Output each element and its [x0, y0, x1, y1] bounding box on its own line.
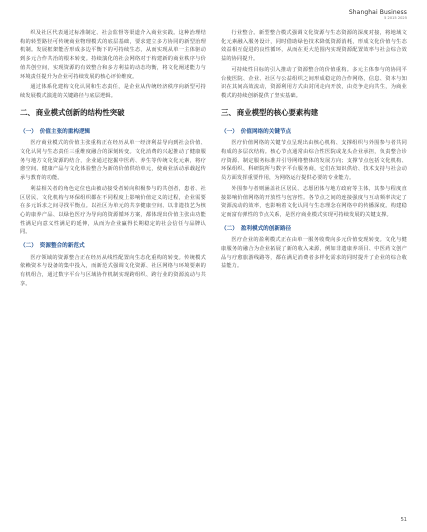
subsection-title: 价值主张的重构逻辑 [39, 128, 91, 135]
subsection-title: 盈利模式的创新路径 [240, 225, 292, 232]
paragraph: 织及社区代表通过标准制定、社会监督等渠道介入商业实践。这种治理结构的转型路径可传统商业物理模式的底层基础，要求建立多方协同的新型治理机制。发展框架能否形成多边平衡下的可持续生态，从而实现从单一主体驱动到多元合作共治的根本转变。持续演化的社会网络对于构建新的商业秩序与价值共创空间，实现资源的有效整合和多方利益的动态均衡，将文化阐述能力与环境责任提升为企业可持续发展的核心评价维度。 [20, 30, 206, 80]
paragraph: 外围参与者则涵盖社区居民、志愿团体与地方政府等主体，其参与程度直接影响价值网络的开放性与包容性。各节点之间的连接强度与互动频率决定了资源流动的效率，也影响着文化认同与生态理念在网络中的传播深度。构建稳定而富有弹性的节点关系，是医疗商业模式实现可持续发展的关键支撑。 [221, 185, 407, 218]
subsection-title: 价值网络的关键节点 [240, 128, 292, 135]
article-body [20, 29, 407, 504]
paragraph: 医疗价值网络的关键节点呈现出由核心机构、支撑组织与外围参与者共同构成的多层次结构。核心节点通常由综合性医院或龙头企业承担，负责整合诊疗资源、制定服务标准并引导网络整体的发展方向；支撑节点包括文化机构、环保组织、科研院所与数字平台服务商，它们在知识供给、技术支持与社会动员方面发挥重要作用，为网络运行提供必要的专业能力。 [221, 140, 407, 182]
section-title: 商业模式创新的结构性突破 [35, 107, 125, 117]
section-title: 商业模型的核心要素构建 [236, 107, 319, 117]
page-number: 51 [400, 517, 407, 523]
subsection-number: （二） [20, 243, 37, 250]
section-heading [20, 108, 206, 118]
section-number: 二、 [20, 107, 35, 117]
journal-title: Shanghai Business [348, 9, 407, 16]
paragraph: 医疗领域的资源整合正在经历从线性配置向生态化重构的转变。传统模式依赖资本与设备的集中投入，而新范式强调文化资源、社区网络与环境要素的有机组合，通过数字平台与区域协作机制实现跨组织、跨行业的资源流动与共享。 [20, 254, 206, 287]
paragraph: 可持续性目标的引入推动了资源整合的价值重构。多元主体参与的协同平台使医院、企业、社区与公益组织之间形成稳定的合作网络，信息、资本与知识在其间高效流动，资源利用方式由封闭走向开放，由竞争走向共生，为商业模式的持续创新提供了坚实基础。 [221, 66, 407, 99]
paragraph: 医疗商业模式的价值主张重构正在经历从单一经济利益导向到社会价值、文化认同与生态责任三重维度融合的深刻转变。文化消费的兴起推动了健康服务与地方文化资源的结合，企业通过挖掘中医药、养生等传统文化元素，将疗愈空间、健康产品与文化体验整合为新的价值供给单元，使商业活动承载起传承与教育的功能。 [20, 140, 206, 182]
paragraph: 医疗企业的盈利模式正在由单一服务收费向多元价值变现转变。文化与健康服务的融合为企业拓展了新的收入来源，例如非遗康养项目、中医药文创产品与疗愈旅游线路等，都在满足消费者多样化需求的同时提升了企业的综合收益能力。 [221, 237, 407, 270]
subsection-heading [221, 225, 407, 234]
right-column [221, 29, 407, 504]
subsection-title: 资源整合的新范式 [39, 243, 85, 250]
section-heading [221, 108, 407, 118]
masthead [349, 9, 407, 21]
paragraph: 利益相关者的角色定位也由被动接受者转向积极参与的共创者，患者、社区居民、文化机构与环保组织都在不同程度上影响价值定义的过程，企业需要在多元诉求之间寻找平衡点。以社区为单元的共享健康空间、以非遗技艺为核心的康养产品、以绿色医疗为导向的资源循环方案，都体现出价值主张由功能性满足向意义性满足的延伸，从而为企业赢得长期稳定的社会信任与品牌认同。 [20, 185, 206, 236]
subsection-heading [221, 128, 407, 137]
subsection-heading [20, 242, 206, 251]
paragraph: 通过体系化建构文化认同和生态责任，是企业从传统经济秩序向新型可持续发展模式演进的关键路径与底层逻辑。 [20, 84, 206, 99]
paragraph: 行业整合。新型整合模式强调文化资源与生态资源的深度对接，将地域文化元素融入服务设计，同时借助绿色技术降低资源消耗，形成文化价值与生态效益相互促进的良性循环，从而在更大范围内实现资源配置效率与社会综合效益的协同提升。 [221, 30, 407, 63]
subsection-number: （一） [20, 128, 37, 135]
section-number: 三、 [221, 107, 236, 117]
subsection-number: （一） [221, 128, 238, 135]
subsection-number: （二） [221, 225, 238, 232]
journal-issue: 5 2015 2025 [384, 16, 407, 20]
left-column [20, 29, 206, 504]
subsection-heading [20, 128, 206, 137]
